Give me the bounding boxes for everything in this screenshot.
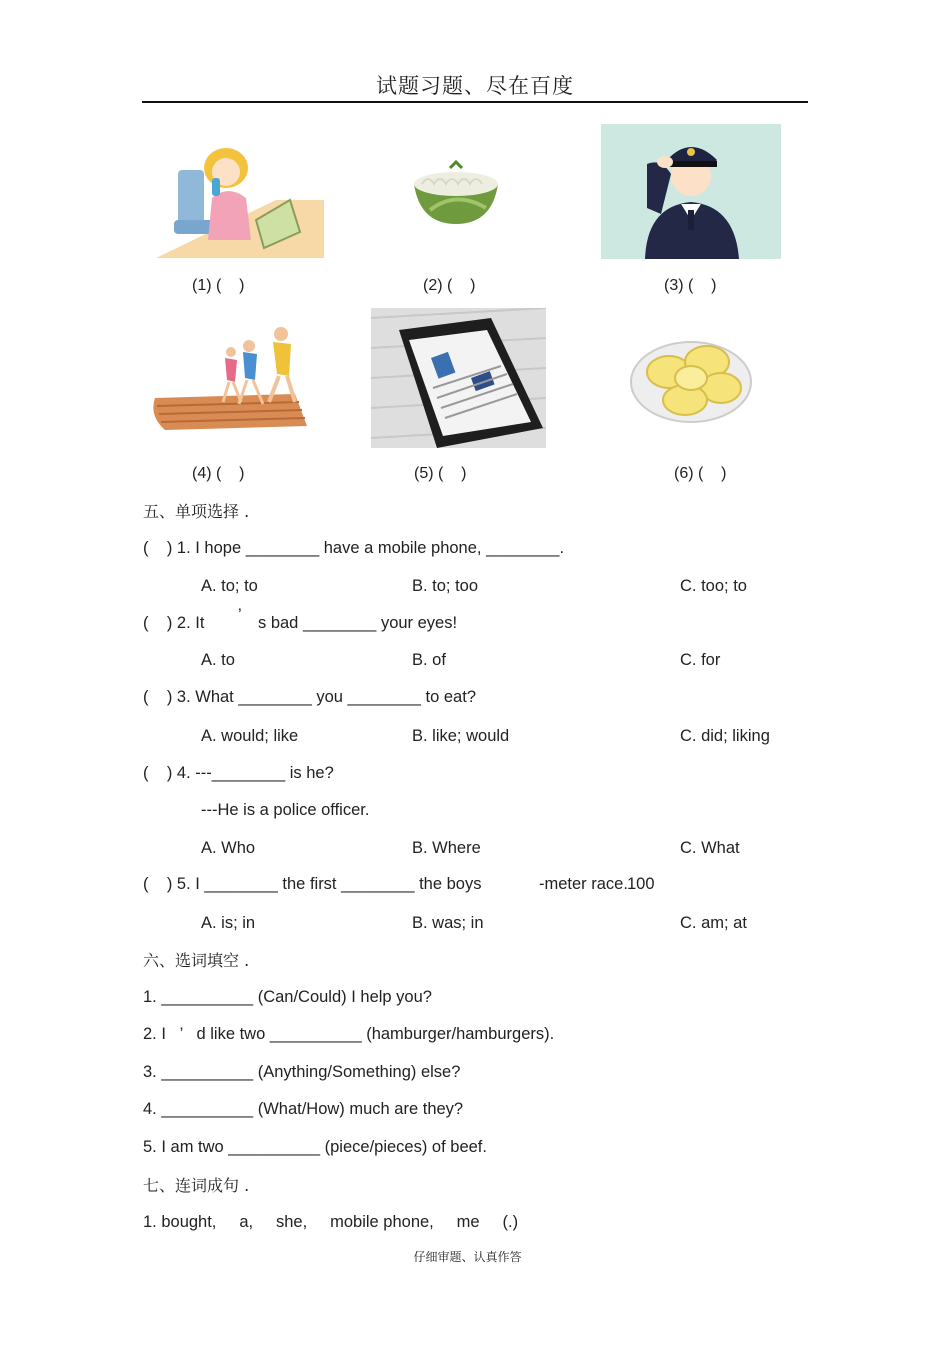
- girl-on-phone-icon: [156, 140, 324, 260]
- picture-3-caption: (3) ( ): [664, 277, 717, 294]
- question-2-stem: ( ) 2. It: [143, 614, 205, 632]
- page-header-title: 试题习题、尽在百度: [376, 74, 574, 98]
- picture-1-caption: (1) ( ): [192, 277, 245, 294]
- question-5-number: 100: [627, 875, 655, 893]
- question-5-stem: ( ) 5. I ________ the first ________ the boys: [143, 875, 482, 893]
- question-2-option-b: B. of: [412, 651, 446, 669]
- picture-4: [145, 318, 317, 446]
- fill-item-5: 5. I am two __________ (piece/pieces) of beef.: [143, 1138, 487, 1156]
- question-3-option-c: C. did; liking: [680, 727, 770, 745]
- header-divider: [142, 101, 808, 103]
- fill-item-1: 1. __________ (Can/Could) I help you?: [143, 988, 432, 1006]
- question-2-stem-rest: s bad ________ your eyes!: [258, 614, 458, 632]
- question-5-stem-rest: -meter race.: [539, 875, 628, 893]
- question-2-option-c: C. for: [680, 651, 721, 669]
- fill-item-3: 3. __________ (Anything/Something) else?: [143, 1063, 461, 1081]
- question-1-stem: ( ) 1. I hope ________ have a mobile phone, ________.: [143, 539, 565, 557]
- question-4-option-b: B. Where: [412, 839, 481, 857]
- police-officer-icon: [601, 124, 781, 259]
- noodle-bowl-icon: [400, 150, 510, 230]
- section-6-title: 六、选词填空 .: [143, 951, 250, 970]
- question-5-option-a: A. is; in: [201, 914, 256, 932]
- dumplings-plate-icon: [625, 320, 755, 430]
- question-5-option-c: C. am; at: [680, 914, 747, 932]
- question-1-option-c: C. too; to: [680, 577, 747, 595]
- question-2-apostrophe: ’: [238, 606, 242, 624]
- picture-4-caption: (4) ( ): [192, 465, 245, 482]
- sentence-item-1: 1. bought, a, she, mobile phone, me (.): [143, 1213, 519, 1231]
- picture-2-caption: (2) ( ): [423, 277, 476, 294]
- question-5-option-b: B. was; in: [412, 914, 484, 932]
- section-7-title: 七、连词成句 .: [143, 1176, 250, 1195]
- running-race-icon: [145, 318, 317, 446]
- question-4-answer-line: ---He is a police officer.: [201, 801, 370, 819]
- section-5-title: 五、单项选择 .: [143, 502, 250, 521]
- question-4-stem: ( ) 4. ---________ is he?: [143, 764, 334, 782]
- picture-3: [601, 124, 781, 259]
- question-1-option-a: A. to; to: [201, 577, 258, 595]
- picture-5-caption: (5) ( ): [414, 465, 467, 482]
- question-2-option-a: A. to: [201, 651, 235, 669]
- question-4-option-c: C. What: [680, 839, 740, 857]
- question-1-option-b: B. to; too: [412, 577, 479, 595]
- fill-item-4: 4. __________ (What/How) much are they?: [143, 1100, 464, 1118]
- picture-6: [625, 320, 755, 430]
- question-3-stem: ( ) 3. What ________ you ________ to eat?: [143, 688, 476, 706]
- e-reader-icon: [371, 308, 546, 448]
- fill-item-2: 2. I ’ d like two __________ (hamburger/hamburgers).: [143, 1025, 555, 1043]
- question-3-option-b: B. like; would: [412, 727, 510, 745]
- question-4-option-a: A. Who: [201, 839, 256, 857]
- picture-6-caption: (6) ( ): [674, 465, 727, 482]
- picture-1: [156, 140, 324, 260]
- picture-5: [371, 308, 546, 448]
- question-3-option-a: A. would; like: [201, 727, 299, 745]
- page-footer: 仔细审题、认真作答: [413, 1250, 522, 1264]
- picture-2: [400, 150, 510, 230]
